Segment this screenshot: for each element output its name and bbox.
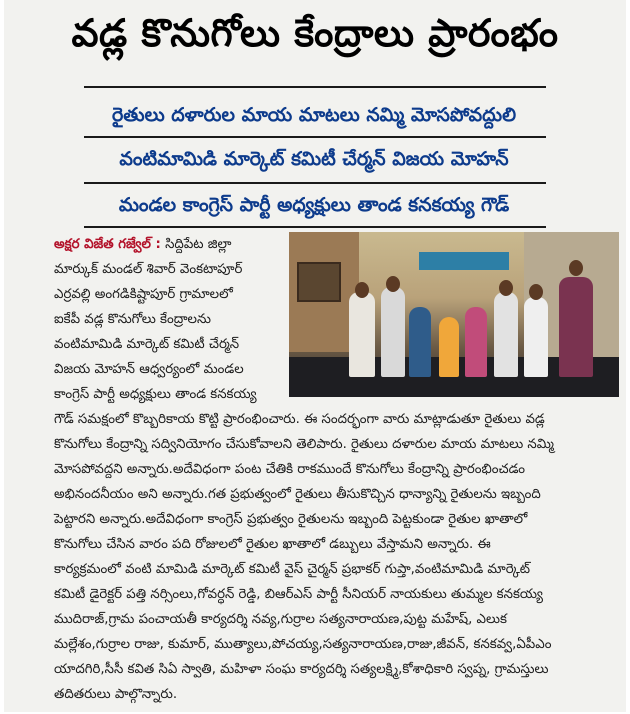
wrap-line: విజయ మోహన్ ఆధ్వర్యంలో మండల [54, 362, 244, 377]
wrap-line: ఎర్రవల్లి అంగడికిష్టాపూర్ గ్రామాలలో [54, 287, 233, 302]
photo-head [569, 260, 583, 276]
event-photo [289, 232, 619, 397]
subhead-rule [84, 86, 546, 88]
wrap-line: మార్కుక్ మండల్ శివార్ వెంకటాపూర్ [54, 262, 243, 277]
photo-banner [419, 252, 509, 270]
body-paragraph [54, 407, 619, 707]
photo-person [381, 287, 405, 377]
photo-person [409, 307, 431, 377]
body-line: కమిటీ డైరెక్టర్ పత్తి నర్సింలు,గోవర్ధన్ రెడ్డి, బిఆర్ఎస్ పార్టీ సీనియర్ నాయకులు తుమ్మల కనకయ్య [54, 587, 543, 602]
photo-person [559, 277, 593, 377]
lead-line-1 [54, 232, 282, 257]
subhead-1: రైతులు దళారుల మాయ మాటలు నమ్మి మోసపోవద్దులి [111, 103, 516, 126]
photo-person [494, 292, 518, 377]
wrap-line: కాంగ్రెస్ పార్టీ అధ్యక్షులు తాండ కనకయ్య [54, 387, 257, 402]
wrap-line: వంటిమామిడి మార్కెట్ కమిటీ చేర్మన్ [54, 337, 240, 352]
photo-head [355, 282, 369, 298]
body-line: మల్లేశం,గుర్రాల రాజు, కుమార్, ముత్యాలు,పోచయ్య,సత్యనారాయణ,రాజు,జీవన్, కనకవ్వ,ఏపీఎం [54, 637, 552, 652]
photo-head [386, 276, 400, 292]
body-line: అభినందనీయం అని అన్నారు.గత ప్రభుత్వంలో రైతులు తీసుకొచ్చిన ధాన్యాన్ని రైతులను ఇబ్బంది [54, 487, 541, 502]
wrap-line: ఐకేపీ వడ్ల కొనుగోలు కేంద్రాలను [54, 312, 211, 327]
photo-head [529, 284, 543, 300]
dateline: అక్షర విజేత గజ్వేల్ : [54, 237, 161, 252]
news-clipping [4, 0, 626, 712]
headline: వడ్ల కొనుగోలు కేంద్రాలు ప్రారంభం [71, 11, 559, 55]
subhead-3: మండల కాంగ్రెస్ పార్టీ అధ్యక్షులు తాండ కనకయ్య గౌడ్ [118, 193, 510, 216]
subhead-rule [84, 182, 546, 184]
body-line: ముదిరాజ్,గ్రామ పంచాయతీ కార్యదర్శి నవ్య,గుర్రాల సత్యనారాయణ,పుట్ట మహేష్, ఎలుక [54, 612, 507, 627]
body-line: మోసపోవద్దని అన్నారు.అదేవిధంగా పంట చేతికి రాకముందే కొనుగోలు కేంద్రాన్ని ప్రారంభించడం [54, 462, 526, 477]
body-line: పెట్టారని అన్నారు.అదేవిధంగా కాంగ్రెస్ ప్రభుత్వం రైతులను ఇబ్బంది పెట్టకుండా రైతుల ఖాతాలో [54, 512, 528, 527]
photo-head [499, 280, 513, 296]
subhead-rule [84, 226, 546, 228]
wrap-line: సిద్దిపేట జిల్లా [165, 237, 232, 252]
photo-person [465, 307, 487, 377]
photo-window [297, 262, 341, 302]
photo-person [349, 292, 375, 377]
body-line: కార్యక్రమంలో వంటి మామిడి మార్కెట్ కమిటీ వైస్ చైర్మన్ ప్రభాకర్ గుప్తా,వంటిమామిడి మార్కెట్ [54, 562, 531, 577]
body-line: కొనుగోలు కేంద్రాన్ని సద్వినియోగం చేసుకోవాలని తెలిపారు. రైతులు దళారుల మాయ మాటలు నమ్మి [54, 437, 554, 452]
subhead-rule [84, 136, 546, 138]
body-line: కొనుగోలు చేసిన వారం పది రోజులలో రైతుల ఖాతాలో డబ్బులు వేస్తామని అన్నారు. ఈ [54, 537, 491, 552]
body-line: యాదగిరి,సీసీ కవిత సిఏ స్వాతి, మహిళా సంఘ కార్యదర్శి సత్యలక్ష్మి,కోశాధికారి స్వప్న, గ్రామస్తులు [54, 662, 549, 677]
subhead-2: వంటిమామిడి మార్కెట్ కమిటీ చేర్మన్ విజయ మోహన్ [119, 147, 509, 170]
photo-person [439, 317, 459, 377]
lead-column [54, 232, 282, 407]
body-line: గౌడ్ సమక్షంలో కొబ్బరికాయ కొట్టి ప్రారంభించారు. ఈ సందర్భంగా వారు మాట్లాడుతూ రైతులు వడ్ల [54, 412, 545, 427]
photo-person [524, 297, 548, 377]
body-line: తదితరులు పాల్గొన్నారు. [54, 687, 178, 702]
